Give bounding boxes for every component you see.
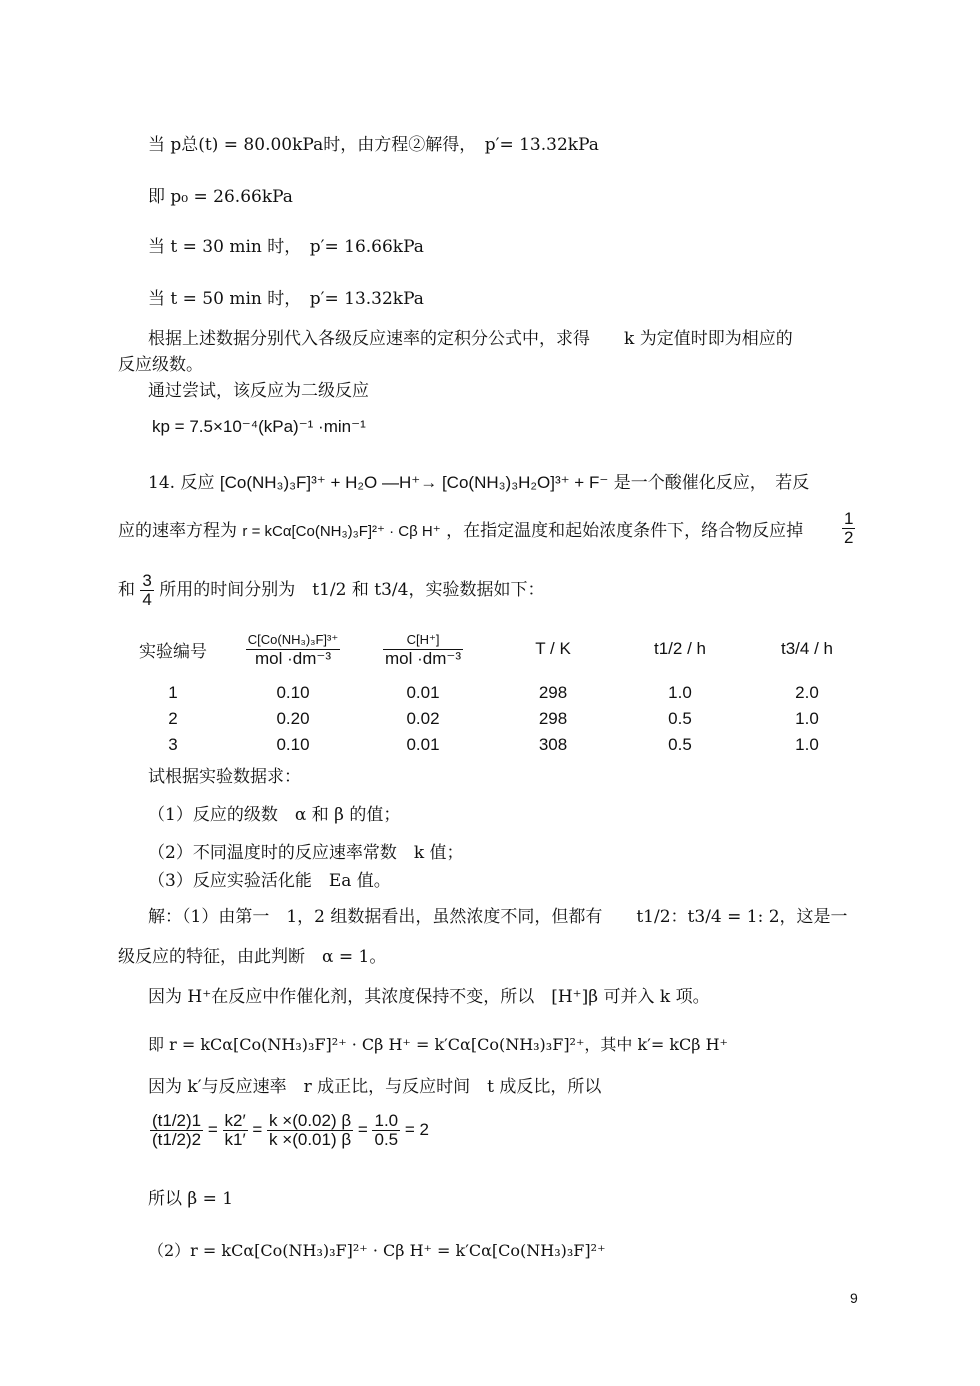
line-t30: 当 t = 30 min 时， p′= 16.66kPa	[148, 237, 424, 257]
solution-1b: 级反应的特征，由此判断 α = 1。	[118, 947, 387, 967]
rate-equation: r = kCα[Co(NH₃)₃F]²⁺ · Cβ H⁺	[242, 523, 441, 540]
para-order-method-b: 反应级数。	[118, 355, 203, 375]
table-row: 3 0.10 0.01 308 0.5 1.0	[168, 735, 819, 754]
experiment-data-table	[118, 618, 872, 758]
solution-beta: 所以 β = 1	[148, 1189, 234, 1209]
header-half-time: t1/2 / h	[654, 639, 706, 658]
solution-catalyst: 因为 H⁺在反应中作催化剂，其浓度保持不变，所以 [H⁺]β 可并入 k 项。	[148, 987, 710, 1007]
para-order-method-a: 根据上述数据分别代入各级反应速率的定积分公式中，求得 k 为定值时即为相应的	[148, 329, 793, 349]
header-h-concentration: $\frac{C[H^+]}{\text{mol ·dm⁻³}}$	[384, 631, 462, 668]
ratio-value-fraction: $\frac{1.0}{0.5}$	[374, 1111, 399, 1149]
q14b-prefix: 应的速率方程为	[118, 521, 237, 541]
header-experiment-id: 实验编号	[139, 641, 207, 662]
q14-suffix: 是一个酸催化反应， 若反	[613, 473, 810, 493]
ask-intro: 试根据实验数据求：	[148, 767, 301, 787]
line-ptotal: 当 p总(t) = 80.00kPa时，由方程②解得， p′= 13.32kPa	[148, 135, 599, 155]
line-second-order: 通过尝试，该反应为二级反应	[148, 381, 369, 401]
table-row: 2 0.20 0.02 298 0.5 1.0	[168, 709, 819, 728]
ask-item-3: （3）反应实验活化能 Ea 值。	[148, 871, 391, 891]
fraction-three-quarters: $\frac{3}{4}$	[142, 571, 152, 609]
solution-proportional: 因为 k′与反应速率 r 成正比，与反应时间 t 成反比，所以	[148, 1077, 602, 1097]
q14c-and: 和	[118, 580, 135, 600]
page-number: 9	[850, 1290, 858, 1306]
header-three-quarter-time: t3/4 / h	[781, 639, 833, 658]
q14-prefix: 14. 反应	[148, 473, 215, 493]
solution-rate-simplified: 即 r = kCα[Co(NH₃)₃F]²⁺ · Cβ H⁺ = k′Cα[Co(NH₃)₃F]²⁺，其中 k′= kCβ H⁺	[148, 1035, 728, 1054]
header-complex-concentration: $\frac{\text{C[Co(NH₃)₃F]³⁺}}{\text{mol ·dm⁻³}}$	[247, 631, 339, 668]
solution-part-2: （2）r = kCα[Co(NH₃)₃F]²⁺ · Cβ H⁺ = k′Cα[Co(NH₃)₃F]²⁺	[148, 1241, 606, 1260]
q14-reaction-equation: [Co(NH₃)₃F]³⁺ + H₂O —H⁺→ [Co(NH₃)₃H₂O]³⁺ + F⁻	[219, 473, 609, 492]
ratio-k-fraction: $\frac{k2'}{k1'}$	[224, 1111, 246, 1149]
q14b-suffix: ，在指定温度和起始浓度条件下，络合物反应掉	[446, 521, 804, 541]
ratio-time-fraction: $\frac{(t1/2)1}{(t1/2)2}$	[152, 1111, 202, 1149]
q14c-text: 所用的时间分别为 t1/2 和 t3/4，实验数据如下：	[159, 580, 545, 600]
solution-1a: 解：（1）由第一 1，2 组数据看出，虽然浓度不同，但都有 t1/2：t3/4 = 1: 2，这是一	[148, 907, 848, 927]
ratio-equation: $\frac{(t1/2)1}{(t1/2)2}$ = $\frac{k2'}{k1'}$ = $\frac{k \times(0.02) \beta}{k \times(0.01) \beta}$ = $\frac{1.0}{0.5}$ = 2	[152, 1111, 429, 1149]
question-14-line-c	[118, 572, 544, 609]
ratio-result: = 2	[404, 1119, 429, 1139]
ask-item-1: （1）反应的级数 α 和 β 的值；	[148, 805, 401, 825]
fraction-one-half: $\frac{1}{2}$	[844, 509, 854, 547]
ask-item-2: （2）不同温度时的反应速率常数 k 值；	[148, 843, 464, 863]
line-t50: 当 t = 50 min 时， p′= 13.32kPa	[148, 289, 424, 309]
header-temperature: T / K	[535, 639, 571, 658]
question-14-line-a	[148, 472, 809, 494]
line-p0: 即 p₀ = 26.66kPa	[148, 187, 293, 207]
question-14-line-b	[118, 520, 803, 543]
table-row: 1 0.10 0.01 298 1.0 2.0	[168, 683, 819, 702]
line-kp-value: kp = 7.5×10⁻⁴(kPa)⁻¹ ·min⁻¹	[152, 417, 366, 436]
ratio-concentration-fraction: $\frac{k \times(0.02) \beta}{k \times(0.01) \beta}$	[269, 1111, 352, 1149]
